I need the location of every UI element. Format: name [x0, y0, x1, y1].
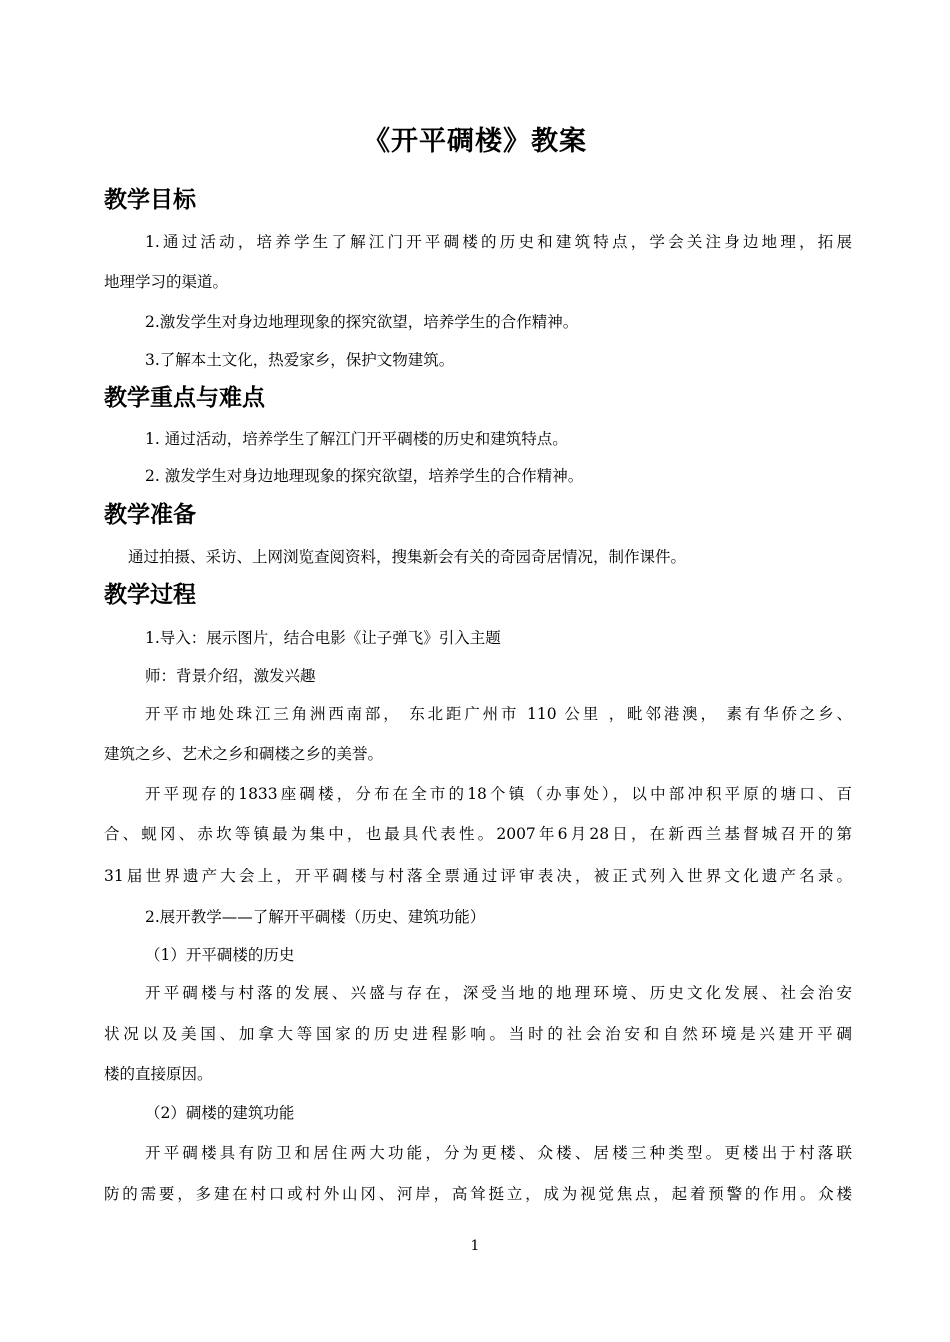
section-heading-preparation: 教学准备 [104, 502, 196, 528]
section-heading-process: 教学过程 [104, 582, 196, 608]
paragraph-line: 合、蚬冈、赤坎等镇最为集中，也最具代表性。2007年6月28日，在新西兰基督城召开的第 [104, 825, 852, 843]
paragraph-line: 1. 通过活动，培养学生了解江门开平碉楼的历史和建筑特点。 [145, 430, 568, 448]
paragraph-line: 开平现存的1833座碉楼，分布在全市的18个镇（办事处），以中部冲积平原的塘口、百 [145, 785, 852, 803]
paragraph-line: 2. 激发学生对身边地理现象的探究欲望，培养学生的合作精神。 [145, 467, 584, 485]
paragraph-line: 1.通过活动，培养学生了解江门开平碉楼的历史和建筑特点，学会关注身边地理，拓展 [145, 233, 852, 251]
paragraph-line: 状况以及美国、加拿大等国家的历史进程影响。当时的社会治安和自然环境是兴建开平碉 [104, 1025, 852, 1043]
paragraph-line: 2.激发学生对身边地理现象的探究欲望，培养学生的合作精神。 [145, 313, 579, 331]
paragraph-line: 3.了解本土文化，热爱家乡，保护文物建筑。 [145, 351, 455, 369]
paragraph-line: （1）开平碉楼的历史 [145, 946, 295, 964]
section-heading-key-points: 教学重点与难点 [104, 385, 265, 411]
paragraph-line: 楼的直接原因。 [104, 1065, 213, 1083]
section-heading-objectives: 教学目标 [104, 187, 196, 213]
paragraph-line: （2）碉楼的建筑功能 [145, 1104, 295, 1122]
paragraph-line: 2.展开教学——了解开平碉楼（历史、建筑功能） [145, 908, 486, 926]
document-title: 《开平碉楼》教案 [363, 126, 587, 157]
paragraph-line: 31届世界遗产大会上，开平碉楼与村落全票通过评审表决，被正式列入世界文化遗产名录。 [104, 867, 852, 885]
paragraph-line: 建筑之乡、艺术之乡和碉楼之乡的美誉。 [104, 745, 384, 763]
paragraph-line: 通过拍摄、采访、上网浏览查阅资料，搜集新会有关的奇园奇居情况，制作课件。 [128, 548, 687, 566]
paragraph-line: 师：背景介绍，激发兴趣 [145, 667, 316, 685]
page-number: 1 [470, 1238, 480, 1254]
paragraph-line: 1.导入：展示图片，结合电影《让子弹飞》引入主题 [145, 629, 501, 647]
paragraph-line: 防的需要，多建在村口或村外山冈、河岸，高耸挺立，成为视觉焦点，起着预警的作用。众楼 [104, 1185, 852, 1203]
paragraph-line: 地理学习的渠道。 [104, 273, 229, 291]
paragraph-line: 开平碉楼具有防卫和居住两大功能，分为更楼、众楼、居楼三种类型。更楼出于村落联 [145, 1144, 852, 1162]
paragraph-line: 开平碉楼与村落的发展、兴盛与存在，深受当地的地理环境、历史文化发展、社会治安 [145, 984, 852, 1002]
paragraph-line: 开平市地处珠江三角洲西南部， 东北距广州市 110 公里 ，毗邻港澳， 素有华侨之乡、 [145, 705, 852, 723]
